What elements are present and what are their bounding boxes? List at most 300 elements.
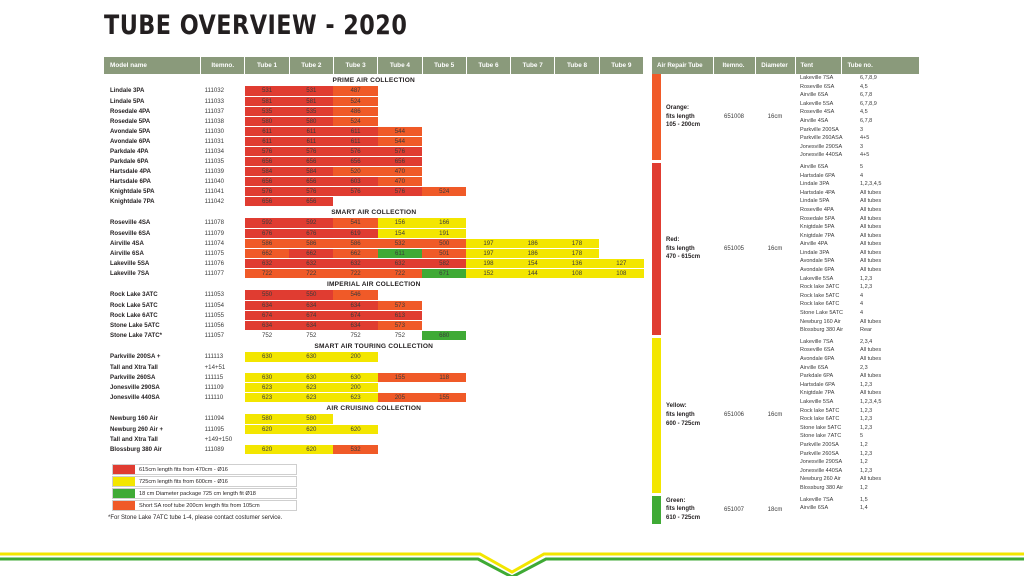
tube-length-cell [466,392,510,402]
tent-row [795,432,920,441]
tube-length-cell [555,96,599,106]
col-tube-1: Tube 1 [245,57,289,74]
table-row [104,362,644,372]
model-name-cell: Roseville 6SA [104,228,201,238]
tent-row [795,467,920,476]
tube-length-cell [422,290,466,300]
tube-length-cell [422,196,466,206]
tent-name: Roseville 6SA [800,347,835,354]
tube-length-cell [466,382,510,392]
tube-length-cell: 722 [245,268,289,278]
tent-tube-no: 1,2,3 [860,284,873,291]
tent-row [795,424,920,433]
tube-length-cell [378,382,422,392]
tube-length-cell: 580 [245,414,289,424]
legend-item [112,488,297,499]
tent-row [795,338,920,347]
color-band [652,163,661,335]
itemno-cell: 111041 [201,186,245,196]
tent-tube-no: 6,7,8 [860,117,873,124]
legend-item [112,464,297,475]
tube-length-cell: 535 [245,106,289,116]
tube-length-cell: 656 [245,176,289,186]
tent-name: Jonesville 290SA [800,459,843,466]
col-air-repair-tube: Air Repair Tube [652,57,713,74]
tube-length-cell [511,310,555,320]
tube-length-cell [511,146,555,156]
tent-row [795,398,920,407]
tent-name: Lakeville 7SA [800,496,834,503]
tent-name: Hartsdale 6PA [800,381,836,388]
tent-tube-no: All tubes [860,356,882,362]
tube-length-cell [466,414,510,424]
collection-section-header [104,278,644,290]
tube-length-cell [466,310,510,320]
tube-length-cell: 576 [289,186,333,196]
tent-row [795,309,920,318]
tent-name: Blossburg 380 Air [800,327,844,334]
tent-tube-no: 1,4 [860,505,868,512]
tent-tube-no: All tubes [860,206,882,213]
col-tube-2: Tube 2 [289,57,333,74]
itemno-cell: +149+150 [201,434,245,444]
col-tube-9: Tube 9 [599,57,643,74]
tube-length-cell: 662 [245,248,289,258]
tube-length-cell [466,126,510,136]
tube-length-cell [511,362,555,372]
col-right-itemno: Itemno. [713,57,755,74]
tent-tube-no: 4 [860,172,864,179]
tent-tube-no: 1,2,3,4,5 [860,181,882,188]
tent-row [795,415,920,424]
tube-length-cell: 634 [289,300,333,310]
tent-name: Lindale 3PA [800,181,830,188]
itemno-cell: 111040 [201,176,245,186]
tent-tube-no: 6,7,8,9 [860,100,877,107]
tube-length-cell [422,352,466,362]
tube-length-cell [422,176,466,186]
tube-length-cell: 674 [333,310,377,320]
tube-length-cell [555,290,599,300]
tube-length-cell [555,126,599,136]
tube-length-cell [422,156,466,166]
tube-length-cell: 586 [333,238,377,248]
tube-length-cell: 619 [333,228,377,238]
tent-name: Blossburg 380 Air [800,484,844,491]
tube-length-cell [555,176,599,186]
tent-row [795,389,920,398]
tube-length-cell: 156 [378,218,422,228]
tube-length-cell: 632 [378,258,422,268]
tent-name: Airville 6SA [800,92,829,99]
tube-length-cell [511,320,555,330]
tube-length-cell [599,228,643,238]
tent-name: Stone lake 5ATC [800,424,842,431]
model-name-cell: Tall and Xtra Tall [104,434,201,444]
tent-row [795,318,920,327]
tent-name: Lakeville 5SA [800,275,834,282]
repair-tube-diameter: 16cm [755,338,795,493]
tent-name: Jonesville 440SA [800,152,843,159]
tent-tube-no: 1,2,3 [860,424,873,431]
legend-item [112,500,297,511]
tent-name: Roseville 6SA [800,83,835,90]
tube-length-cell: 155 [378,372,422,382]
tube-length-cell [466,424,510,434]
itemno-cell: 111079 [201,228,245,238]
tent-tube-no: 6,7,8,9 [860,75,877,81]
itemno-cell: 111054 [201,300,245,310]
table-row [104,268,644,278]
repair-tube-itemno: 651008 [713,74,755,160]
tube-length-cell [245,362,289,372]
tent-row [795,381,920,390]
tube-length-cell: 752 [333,330,377,340]
collection-section-header [104,74,644,86]
tent-tube-no: All tubes [860,241,882,248]
tube-length-cell [511,156,555,166]
tube-length-cell: 487 [333,86,377,96]
tube-length-cell [511,186,555,196]
tent-name: Stone Lake 5ATC [800,310,844,317]
tube-length-cell [599,382,643,392]
table-row [104,392,644,402]
tube-length-cell [555,352,599,362]
tent-tube-no: 1,2 [860,441,868,448]
tube-length-cell [422,424,466,434]
tube-length-cell [466,176,510,186]
tube-length-cell [422,300,466,310]
tube-length-cell [599,156,643,166]
tube-length-cell [378,96,422,106]
tent-name: Roseville 4SA [800,109,835,116]
tube-length-cell [599,248,643,258]
itemno-cell: 111039 [201,166,245,176]
tube-length-cell [599,96,643,106]
tube-length-cell [466,116,510,126]
tube-length-cell: 198 [466,258,510,268]
tent-row [795,257,920,266]
tent-name: Parkville 200SA [800,126,839,133]
tube-length-cell [511,444,555,454]
right-table-body [652,74,920,524]
tube-length-cell: 630 [289,372,333,382]
tube-length-cell: 671 [422,268,466,278]
tent-name: Lakeville 7SA [800,75,834,81]
model-name-cell: Parkdale 4PA [104,146,201,156]
tent-name: Avondale 6PA [800,356,835,362]
tent-tube-no: 1,2 [860,459,868,466]
tent-list-cell [795,163,920,335]
table-row [104,106,644,116]
tent-row [795,355,920,364]
tube-length-cell: 656 [245,156,289,166]
tent-tube-no: 1,2,3 [860,467,873,474]
tube-length-cell: 535 [289,106,333,116]
tube-length-cell: 186 [511,238,555,248]
tube-length-cell: 623 [245,382,289,392]
tube-length-cell: 603 [333,176,377,186]
tube-length-cell: 524 [333,116,377,126]
tent-tube-no: 3 [860,126,864,133]
itemno-cell: 111056 [201,320,245,330]
tube-length-cell: 532 [378,238,422,248]
tube-length-cell [466,290,510,300]
repair-tube-diameter: 16cm [755,163,795,335]
tube-length-cell: 197 [466,248,510,258]
tent-name: Stone lake 7ATC [800,433,842,440]
tube-length-cell [555,362,599,372]
model-name-cell: Avondale 6PA [104,136,201,146]
model-name-cell: Rock Lake 5ATC [104,300,201,310]
footer-swoosh [0,550,1024,576]
model-name-cell: Jonesville 290SA [104,382,201,392]
tube-length-cell [466,106,510,116]
tube-length-cell: 722 [378,268,422,278]
tube-length-cell [511,330,555,340]
tube-length-cell [378,424,422,434]
tent-row [795,223,920,232]
table-row [104,218,644,228]
itemno-cell: 111038 [201,116,245,126]
tube-length-cell [422,310,466,320]
tube-length-cell [555,156,599,166]
itemno-cell: 111089 [201,444,245,454]
tent-name: Lakeville 5SA [800,398,834,405]
tube-length-cell [599,166,643,176]
tube-length-cell [466,330,510,340]
tube-length-cell: 630 [245,372,289,382]
table-row [104,300,644,310]
tent-name: Airville 6SA [800,505,829,512]
tube-length-cell [333,414,377,424]
col-model-name: Model name [104,57,201,74]
color-band [652,338,661,493]
itemno-cell: 111031 [201,136,245,146]
tube-length-cell: 166 [422,218,466,228]
tube-length-cell: 524 [333,96,377,106]
tube-length-cell: 576 [289,146,333,156]
tent-row [795,206,920,215]
tent-tube-no: 4,5 [860,109,868,116]
tent-row [795,91,920,100]
tent-name: Knigtdale 5PA [800,224,835,231]
tube-length-cell [599,362,643,372]
tube-length-cell [599,126,643,136]
collection-section-header [104,340,644,352]
tent-row [795,275,920,284]
tube-length-cell [555,444,599,454]
tube-length-cell [599,176,643,186]
tube-length-cell: 581 [245,96,289,106]
tube-length-cell [599,86,643,96]
tube-length-cell: 520 [333,166,377,176]
tube-length-cell: 186 [511,248,555,258]
tent-row [795,74,920,83]
tent-name: Rock lake 6ATC [800,416,840,423]
tent-list-cell [795,74,920,160]
model-name-cell: Tall and Xtra Tall [104,362,201,372]
table-row [104,382,644,392]
tube-length-cell: 108 [555,268,599,278]
tube-length-cell [555,330,599,340]
itemno-cell: 111078 [201,218,245,228]
tube-length-cell: 656 [333,156,377,166]
tube-length-cell [422,136,466,146]
tube-length-cell: 144 [511,268,555,278]
col-tube-5: Tube 5 [422,57,466,74]
tent-tube-no: All tubes [860,215,882,222]
table-row [104,126,644,136]
tube-length-cell: 611 [333,136,377,146]
itemno-cell: 111030 [201,126,245,136]
tube-length-cell: 632 [333,258,377,268]
tube-length-cell [511,382,555,392]
tent-name: Parkdale 6PA [800,373,834,380]
tube-length-cell [466,146,510,156]
repair-tube-group-row [652,163,920,335]
tent-row [795,83,920,92]
tube-length-cell: 581 [289,96,333,106]
tent-tube-no: All tubes [860,390,882,397]
tube-length-cell [599,136,643,146]
repair-tube-label: Green: fits length 610 - 725cm [661,496,713,525]
tube-length-cell: 532 [333,444,377,454]
tube-length-cell [511,166,555,176]
legend-label: 615cm length fits from 470cm - Ø16 [135,465,296,474]
itemno-cell: 111113 [201,352,245,362]
tube-length-cell: 613 [378,310,422,320]
tent-list-cell [795,338,920,493]
tube-length-cell [599,196,643,206]
tent-tube-no: 1,2,3,4,5 [860,398,882,405]
tube-length-cell: 546 [333,290,377,300]
tube-length-cell: 620 [245,424,289,434]
tent-name: Newburg 260 Air [800,476,841,483]
itemno-cell: 111075 [201,248,245,258]
tube-length-cell: 586 [245,238,289,248]
tent-tube-no: All tubes [860,318,882,325]
repair-tube-itemno: 651007 [713,496,755,525]
collection-section-header [104,402,644,414]
color-band [652,496,661,525]
tube-length-cell: 630 [333,372,377,382]
tube-length-cell [422,106,466,116]
col-tube-3: Tube 3 [333,57,377,74]
tube-length-cell: 200 [333,352,377,362]
tube-length-cell: 674 [245,310,289,320]
tent-row [795,189,920,198]
tube-length-cell: 611 [289,126,333,136]
tube-length-cell: 531 [245,86,289,96]
model-name-cell: Lakeville 7SA [104,268,201,278]
tube-length-cell [599,444,643,454]
table-row [104,424,644,434]
itemno-cell: 111076 [201,258,245,268]
tent-name: Jonesville 290SA [800,143,843,150]
model-name-cell: Knightdale 5PA [104,186,201,196]
tube-length-cell: 623 [289,382,333,392]
model-name-cell: Jonesville 440SA [104,392,201,402]
tube-length-cell [555,424,599,434]
footnote: *For Stone Lake 7ATC tube 1-4, please contact costumer service. [108,515,283,521]
tube-length-cell [599,310,643,320]
tent-tube-no: All tubes [860,258,882,265]
left-table-body [104,74,644,454]
tube-length-cell: 155 [422,392,466,402]
tube-length-cell [466,352,510,362]
table-row [104,320,644,330]
table-row [104,156,644,166]
collection-section-title: SMART AIR TOURING COLLECTION [104,340,644,352]
itemno-cell: 111053 [201,290,245,300]
right-table-head [652,57,920,74]
tube-length-cell: 580 [245,116,289,126]
tube-length-cell: 544 [378,136,422,146]
tent-row [795,450,920,459]
tube-length-cell: 680 [422,330,466,340]
tent-row [795,215,920,224]
tube-length-cell: 611 [245,126,289,136]
tent-tube-no: 1,5 [860,496,868,503]
tube-length-cell [422,362,466,372]
tube-length-cell: 470 [378,166,422,176]
tube-length-cell: 623 [289,392,333,402]
tube-length-cell [555,310,599,320]
tube-length-cell [466,372,510,382]
tent-row [795,143,920,152]
table-row [104,166,644,176]
model-name-cell: Parkville 200SA + [104,352,201,362]
tube-length-cell: 550 [245,290,289,300]
tube-length-cell: 676 [289,228,333,238]
tent-name: Parkville 260ASA [800,135,843,142]
tube-length-cell [378,196,422,206]
tent-row [795,134,920,143]
model-name-cell: Stone Lake 5ATC [104,320,201,330]
itemno-cell: 111057 [201,330,245,340]
tube-length-cell [511,218,555,228]
itemno-cell: 111042 [201,196,245,206]
model-name-cell: Knightdale 7PA [104,196,201,206]
tube-length-cell [245,434,289,444]
col-itemno: Itemno. [201,57,245,74]
tent-row [795,346,920,355]
collection-section-header [104,206,644,218]
tube-length-cell: 752 [245,330,289,340]
tent-tube-no: 4 [860,310,864,317]
tube-length-cell: 205 [378,392,422,402]
tube-length-cell [511,196,555,206]
tent-name: Rock lake 5ATC [800,292,840,299]
tube-length-cell: 623 [245,392,289,402]
tube-length-cell [333,362,377,372]
tent-name: Newburg 160 Air [800,318,841,325]
tent-tube-no: 1,2,3 [860,450,873,457]
tube-length-cell [466,362,510,372]
itemno-cell: 111115 [201,372,245,382]
tube-length-cell [466,156,510,166]
tent-row [795,249,920,258]
itemno-cell: 111034 [201,146,245,156]
tent-name: Rosedale 5PA [800,215,835,222]
tent-tube-no: 1,2 [860,484,868,491]
tube-length-cell [466,196,510,206]
tube-length-cell [511,392,555,402]
tube-length-cell: 722 [289,268,333,278]
tube-length-cell: 584 [289,166,333,176]
tent-row [795,266,920,275]
